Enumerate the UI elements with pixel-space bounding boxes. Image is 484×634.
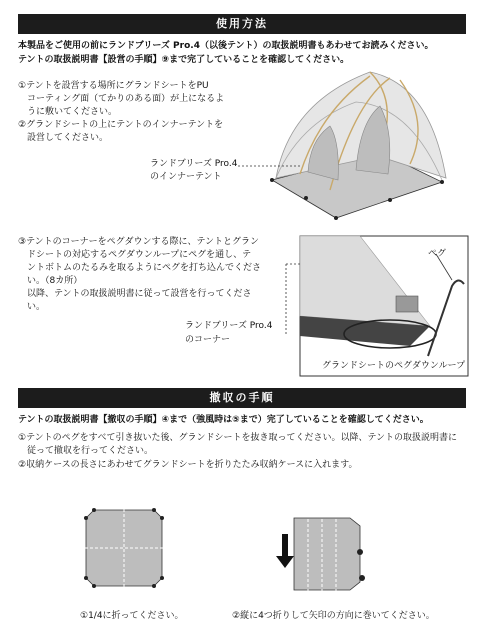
usage-intro-line2: テントの取扱説明書【設営の手順】⑨まで完了していることを確認してください。 <box>18 55 350 65</box>
fold-quarter-diagram <box>84 508 164 588</box>
caption-fold-roll: ②縦に4つ折りして矢印の方向に巻いてください。 <box>232 611 435 621</box>
usage-section-header: 使用方法 <box>18 14 466 34</box>
removal-section-header: 撤収の手順 <box>18 388 466 408</box>
caption-fold-quarter: ①1/4に折ってください。 <box>80 611 184 621</box>
arrow-down-icon <box>276 534 294 568</box>
corner-leader-line <box>286 254 316 344</box>
caption-ground-sheet-loop: グランドシートのペグダウンループ <box>322 361 466 371</box>
removal-step2: ②収納ケースの長さにあわせてグランドシートを折りたたみ収納ケースに入れます。 <box>18 460 358 470</box>
removal-intro: テントの取扱説明書【撤収の手順】④まで（強風時は⑤まで）完了していることを確認してください。 <box>18 415 429 425</box>
label-peg: ペグ <box>428 249 447 259</box>
tent-illustration <box>260 62 470 222</box>
fold-roll-diagram <box>276 512 376 592</box>
usage-intro-line1: 本製品をご使用の前にランドブリーズ Pro.4（以後テント）の取扱説明書もあわせてお読みください。 <box>18 41 434 51</box>
